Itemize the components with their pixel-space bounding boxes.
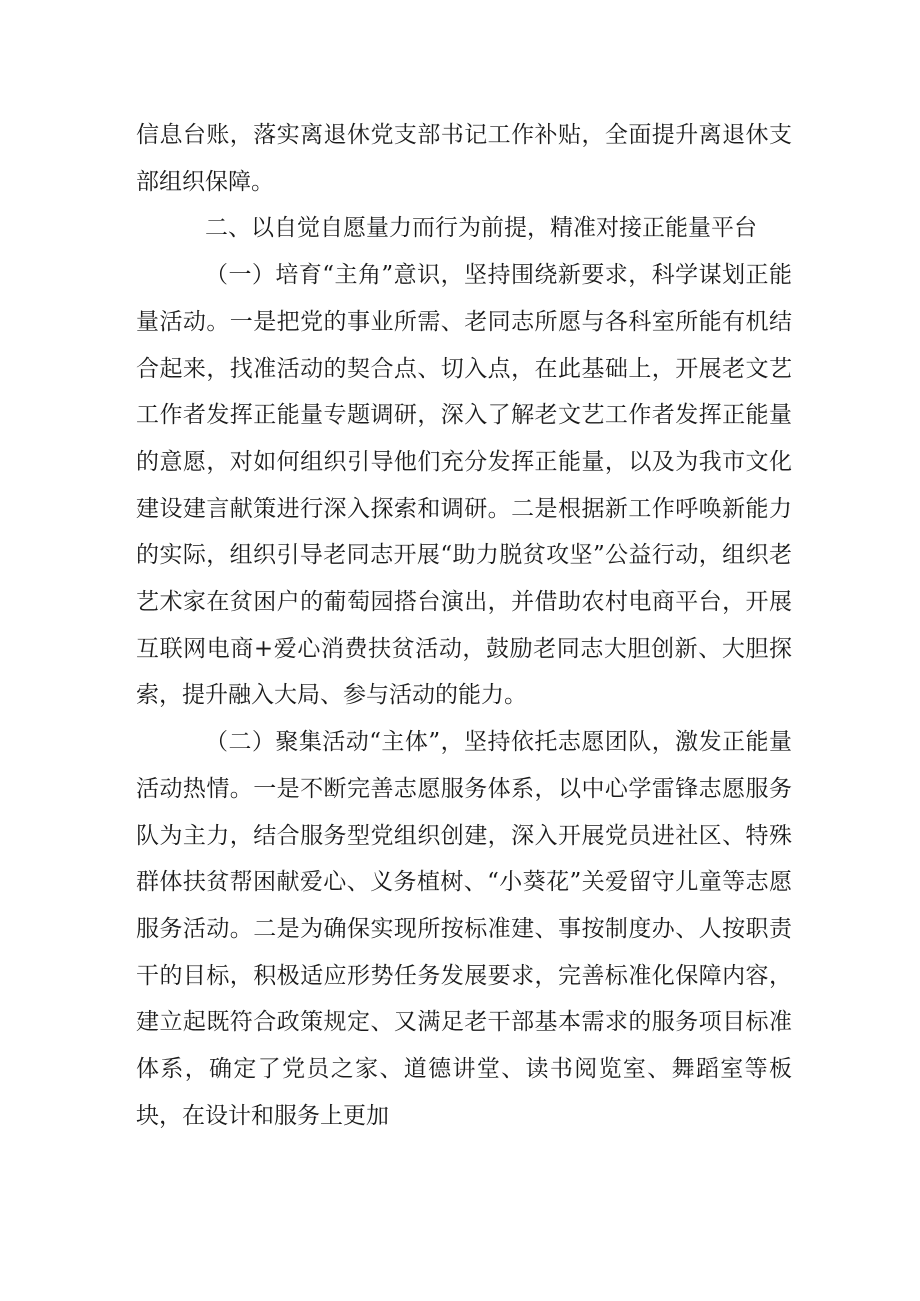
paragraph-subsection-1: （一）培育“主角”意识，坚持围绕新要求，科学谋划正能量活动。一是把党的事业所需、老同志所愿与各科室所能有机结合起来，找准活动的契合点、切入点，在此基础上，开展老文艺工作者发挥正能量专题调研，深入了解老文艺工作者发挥正能量的意愿，对如何组织引导他们充分发挥正能量，以及为我市文化建设建言献策进行深入探索和调研。二是根据新工作呼唤新能力的实际，组织引导老同志开展“助力脱贫攻坚”公益行动，组织老艺术家在贫困户的葡萄园搭台演出，并借助农村电商平台，开展互联网电商+爱心消费扶贫活动，鼓励老同志大胆创新、大胆探索，提升融入大局、参与活动的能力。 (136, 262, 792, 709)
paragraph-continuation: 信息台账，落实离退休党支部书记工作补贴，全面提升离退休支部组织保障。 (136, 122, 792, 195)
document-body (136, 112, 792, 1139)
section-heading: 二、以自觉自愿量力而行为前提，精准对接正能量平台 (205, 215, 757, 242)
paragraph-subsection-2: （二）聚集活动“主体”，坚持依托志愿团队，激发正能量活动热情。一是不断完善志愿服务体系，以中心学雷锋志愿服务队为主力，结合服务型党组织创建，深入开展党员进社区、特殊群体扶贫帮困献爱心、义务植树、“小葵花”关爱留守儿童等志愿服务活动。二是为确保实现所按标准建、事按制度办、人按职责干的目标，积极适应形势任务发展要求，完善标准化保障内容，建立起既符合政策规定、又满足老干部基本需求的服务项目标准体系，确定了党员之家、道德讲堂、读书阅览室、舞蹈室等板块，在设计和服务上更加 (136, 729, 792, 1129)
